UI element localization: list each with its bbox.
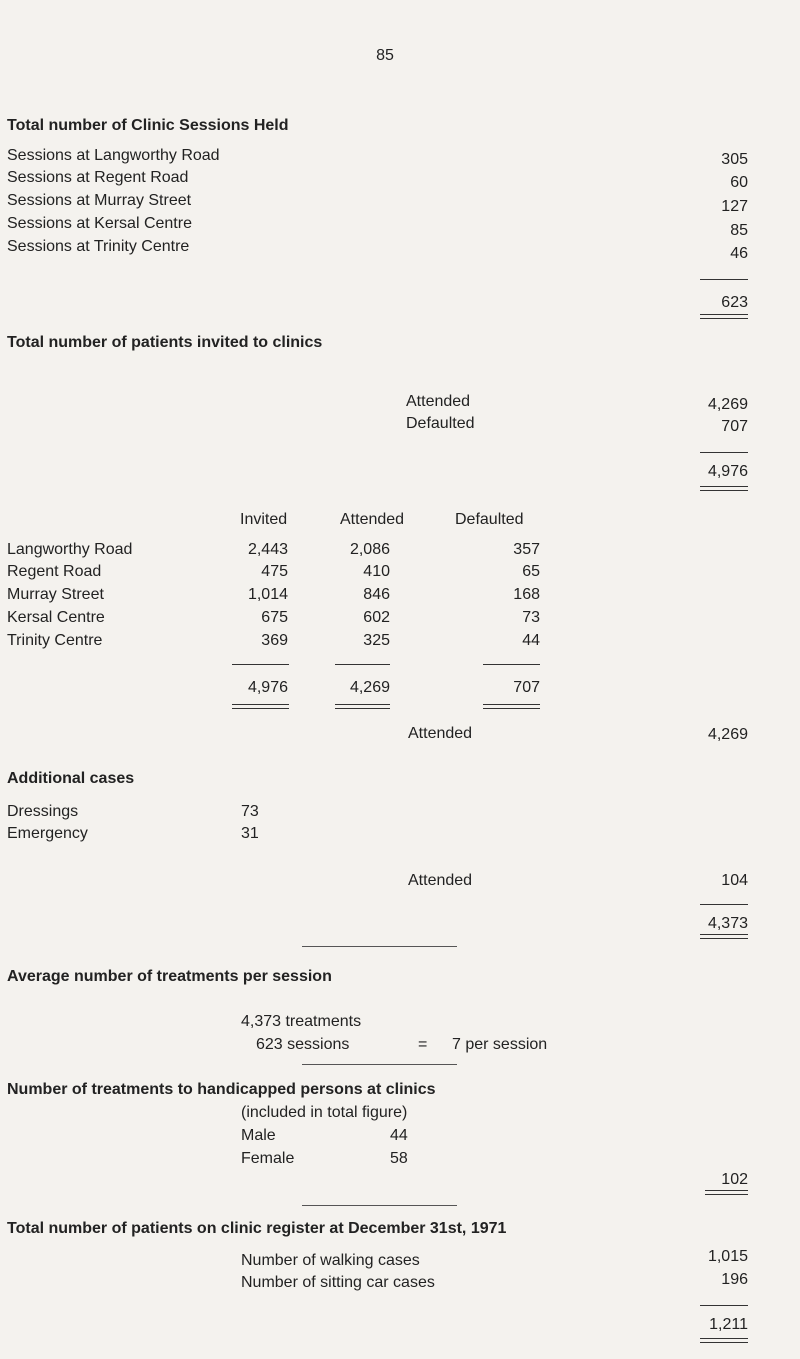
average-treatments: 4,373 treatments — [241, 1013, 362, 1030]
register-row-value: 1,015 — [707, 1248, 748, 1265]
section-separator — [302, 1205, 457, 1206]
handicapped-row-label: Male — [241, 1127, 276, 1144]
table-cell-defaulted: 357 — [513, 541, 540, 558]
table-cell-invited: 675 — [261, 609, 288, 626]
table-total-double-rule-defaulted — [483, 704, 540, 709]
register-total: 1,211 — [709, 1316, 748, 1333]
sessions-row-value: 85 — [730, 222, 748, 239]
additional-row-value: 73 — [241, 803, 259, 820]
table-row-name: Kersal Centre — [7, 609, 105, 626]
additional-attended-label: Attended — [408, 872, 473, 889]
average-heading: Average number of treatments per session — [7, 968, 332, 985]
page-number: 85 — [376, 47, 394, 64]
handicapped-row-label: Female — [241, 1150, 295, 1167]
table-total-invited: 4,976 — [247, 679, 288, 696]
additional-row-label: Dressings — [7, 803, 79, 820]
table-total-attended: 4,269 — [349, 679, 390, 696]
col-header-invited: Invited — [240, 511, 288, 528]
sessions-total: 623 — [721, 294, 748, 311]
table-subtotal-rule-attended — [335, 664, 390, 665]
table-total-defaulted: 707 — [513, 679, 540, 696]
register-row-label: Number of walking cases — [241, 1252, 420, 1269]
table-subtotal-rule-defaulted — [483, 664, 540, 665]
register-total-double-rule — [700, 1338, 748, 1343]
invited-total-double-rule — [700, 486, 748, 491]
average-equals: = — [418, 1036, 428, 1053]
table-cell-attended: 410 — [363, 563, 390, 580]
table-cell-defaulted: 44 — [522, 632, 540, 649]
table-attended-value: 4,269 — [707, 726, 748, 743]
table-row-name: Regent Road — [7, 563, 102, 580]
table-row-name: Langworthy Road — [7, 541, 133, 558]
table-row-name: Trinity Centre — [7, 632, 103, 649]
additional-attended-value: 104 — [721, 872, 748, 889]
invited-subtotal-rule — [700, 452, 748, 453]
average-sessions: 623 sessions — [256, 1036, 350, 1053]
invited-attended-value: 4,269 — [707, 396, 748, 413]
register-subtotal-rule — [700, 1305, 748, 1306]
register-row-value: 196 — [721, 1271, 748, 1288]
table-cell-attended: 2,086 — [349, 541, 390, 558]
col-header-defaulted: Defaulted — [455, 511, 524, 528]
invited-total: 4,976 — [707, 463, 748, 480]
additional-heading: Additional cases — [7, 770, 135, 787]
sessions-heading: Total number of Clinic Sessions Held — [7, 117, 289, 134]
register-heading: Total number of patients on clinic register at December 31st, 1971 — [7, 1220, 507, 1237]
handicapped-row-value: 44 — [390, 1127, 408, 1144]
sessions-row-label: Sessions at Murray Street — [7, 192, 192, 209]
average-result: 7 per session — [452, 1036, 548, 1053]
sessions-row-value: 46 — [730, 245, 748, 262]
handicapped-row-value: 58 — [390, 1150, 408, 1167]
sessions-total-double-rule — [700, 314, 748, 319]
table-total-double-rule-attended — [335, 704, 390, 709]
grand-total-double-rule — [700, 934, 748, 939]
table-cell-invited: 2,443 — [247, 541, 288, 558]
table-cell-invited: 1,014 — [247, 586, 288, 603]
sessions-row-value: 127 — [721, 198, 748, 215]
table-subtotal-rule-invited — [232, 664, 289, 665]
grand-total-rule — [700, 904, 748, 905]
table-cell-attended: 846 — [363, 586, 390, 603]
table-cell-invited: 369 — [261, 632, 288, 649]
handicapped-total-double-rule — [705, 1190, 748, 1195]
table-cell-defaulted: 73 — [522, 609, 540, 626]
sessions-row-label: Sessions at Langworthy Road — [7, 147, 220, 164]
handicapped-heading: Number of treatments to handicapped persons at clinics — [7, 1081, 436, 1098]
grand-total: 4,373 — [707, 915, 748, 932]
section-separator — [302, 1064, 457, 1065]
register-row-label: Number of sitting car cases — [241, 1274, 435, 1291]
table-total-double-rule-invited — [232, 704, 289, 709]
sessions-row-value: 305 — [721, 151, 748, 168]
handicapped-total: 102 — [721, 1171, 748, 1188]
col-header-attended: Attended — [340, 511, 405, 528]
sessions-row-label: Sessions at Trinity Centre — [7, 238, 190, 255]
additional-row-value: 31 — [241, 825, 259, 842]
table-cell-invited: 475 — [261, 563, 288, 580]
sessions-row-label: Sessions at Regent Road — [7, 169, 189, 186]
handicapped-note: (included in total figure) — [241, 1104, 408, 1121]
table-cell-attended: 602 — [363, 609, 390, 626]
table-attended-label: Attended — [408, 725, 473, 742]
table-cell-attended: 325 — [363, 632, 390, 649]
table-row-name: Murray Street — [7, 586, 104, 603]
additional-row-label: Emergency — [7, 825, 88, 842]
table-cell-defaulted: 168 — [513, 586, 540, 603]
sessions-row-label: Sessions at Kersal Centre — [7, 215, 192, 232]
invited-attended-label: Attended — [406, 393, 471, 410]
sessions-row-value: 60 — [730, 174, 748, 191]
invited-heading: Total number of patients invited to clinics — [7, 334, 323, 351]
invited-defaulted-value: 707 — [721, 418, 748, 435]
section-separator — [302, 946, 457, 947]
sessions-subtotal-rule — [700, 279, 748, 280]
table-cell-defaulted: 65 — [522, 563, 540, 580]
invited-defaulted-label: Defaulted — [406, 415, 475, 432]
